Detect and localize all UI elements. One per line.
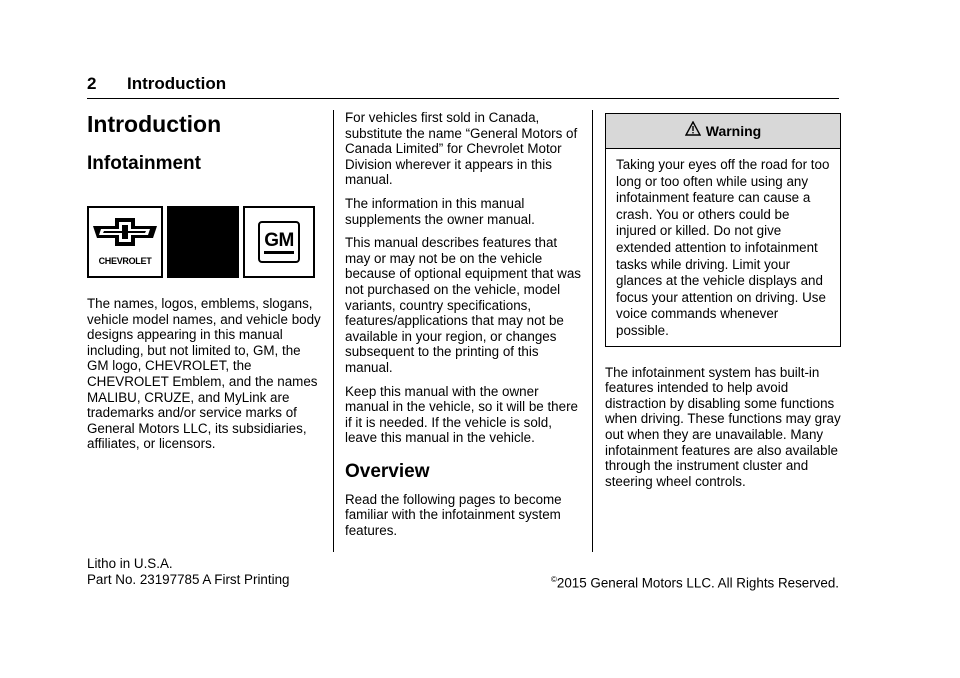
built-in-features-paragraph: The infotainment system has built-in features intended to help avoid distraction by disabling some functions when driving. These functions may gray out when they are unavailable. Many infotainment features are also available through the instrument cluster and steering wheel controls. bbox=[605, 364, 841, 489]
overview-paragraph: Read the following pages to become familiar with the infotainment system features. bbox=[345, 491, 562, 539]
column-3 bbox=[605, 110, 841, 497]
copyright-text: 2015 General Motors LLC. All Rights Reserved. bbox=[556, 575, 839, 591]
warning-box bbox=[605, 113, 841, 347]
copyright-line bbox=[551, 572, 839, 591]
column-divider-1 bbox=[333, 110, 334, 552]
supplement-paragraph: The information in this manual supplements the owner manual. bbox=[345, 195, 535, 227]
part-number-line: Part No. 23197785 A First Printing bbox=[87, 572, 290, 587]
litho-line: Litho in U.S.A. bbox=[87, 556, 173, 571]
column-2 bbox=[345, 110, 581, 547]
trademark-paragraph: The names, logos, emblems, slogans, vehicle model names, and vehicle body designs appearing in this manual including, but not limited to, GM, the GM logo, CHEVROLET, the CHEVROLET Emblem, and the names MALIBU, CRUZE, and MyLink are trademarks and/or service marks of General Motors LLC, its subsidiaries, affiliates, or licensors. bbox=[87, 296, 321, 452]
column-divider-2 bbox=[592, 110, 593, 552]
warning-label: Warning bbox=[705, 123, 762, 139]
gm-badge bbox=[258, 221, 300, 263]
canada-paragraph: For vehicles first sold in Canada, substitute the name “General Motors of Canada Limited” for Chevrolet Motor Division wherever it appears in this manual. bbox=[345, 110, 578, 188]
features-paragraph: This manual describes features that may or may not be on the vehicle because of optional equipment that was not purchased on the vehicle, model variants, country specifications, features/applications that may not be available in your region, or changes subsequent to the printing of this manual. bbox=[345, 235, 581, 375]
header-title: Introduction bbox=[127, 74, 227, 93]
page-number: 2 bbox=[87, 74, 97, 93]
page-header bbox=[87, 72, 839, 99]
gm-logo-text: GM bbox=[264, 231, 294, 254]
gm-logo bbox=[243, 206, 315, 278]
section-title: Introduction bbox=[87, 111, 222, 137]
section-subtitle: Infotainment bbox=[87, 153, 201, 174]
overview-heading: Overview bbox=[345, 460, 430, 482]
keep-manual-paragraph: Keep this manual with the owner manual in the vehicle, so it will be there if it is needed. If the vehicle is sold, leave this manual in the vehicle. bbox=[345, 383, 578, 446]
chevrolet-wordmark: CHEVROLET bbox=[98, 256, 152, 266]
column-1 bbox=[87, 110, 323, 460]
warning-body bbox=[606, 149, 840, 346]
warning-text: Taking your eyes off the road for too long or too often while using any infotainment feature can cause a crash. You or others could be injured or killed. Do not give extended attention to infotainment tasks while driving. Limit your glances at the vehicle displays and focus your attention on driving. Use voice commands whenever possible. bbox=[616, 157, 830, 338]
brand-logos bbox=[87, 206, 323, 282]
chevrolet-logo bbox=[87, 206, 163, 278]
black-emblem bbox=[167, 206, 239, 278]
warning-triangle-icon bbox=[685, 121, 701, 141]
copyright-symbol: © bbox=[551, 575, 557, 584]
warning-header bbox=[606, 114, 840, 149]
page-footer bbox=[87, 556, 839, 591]
